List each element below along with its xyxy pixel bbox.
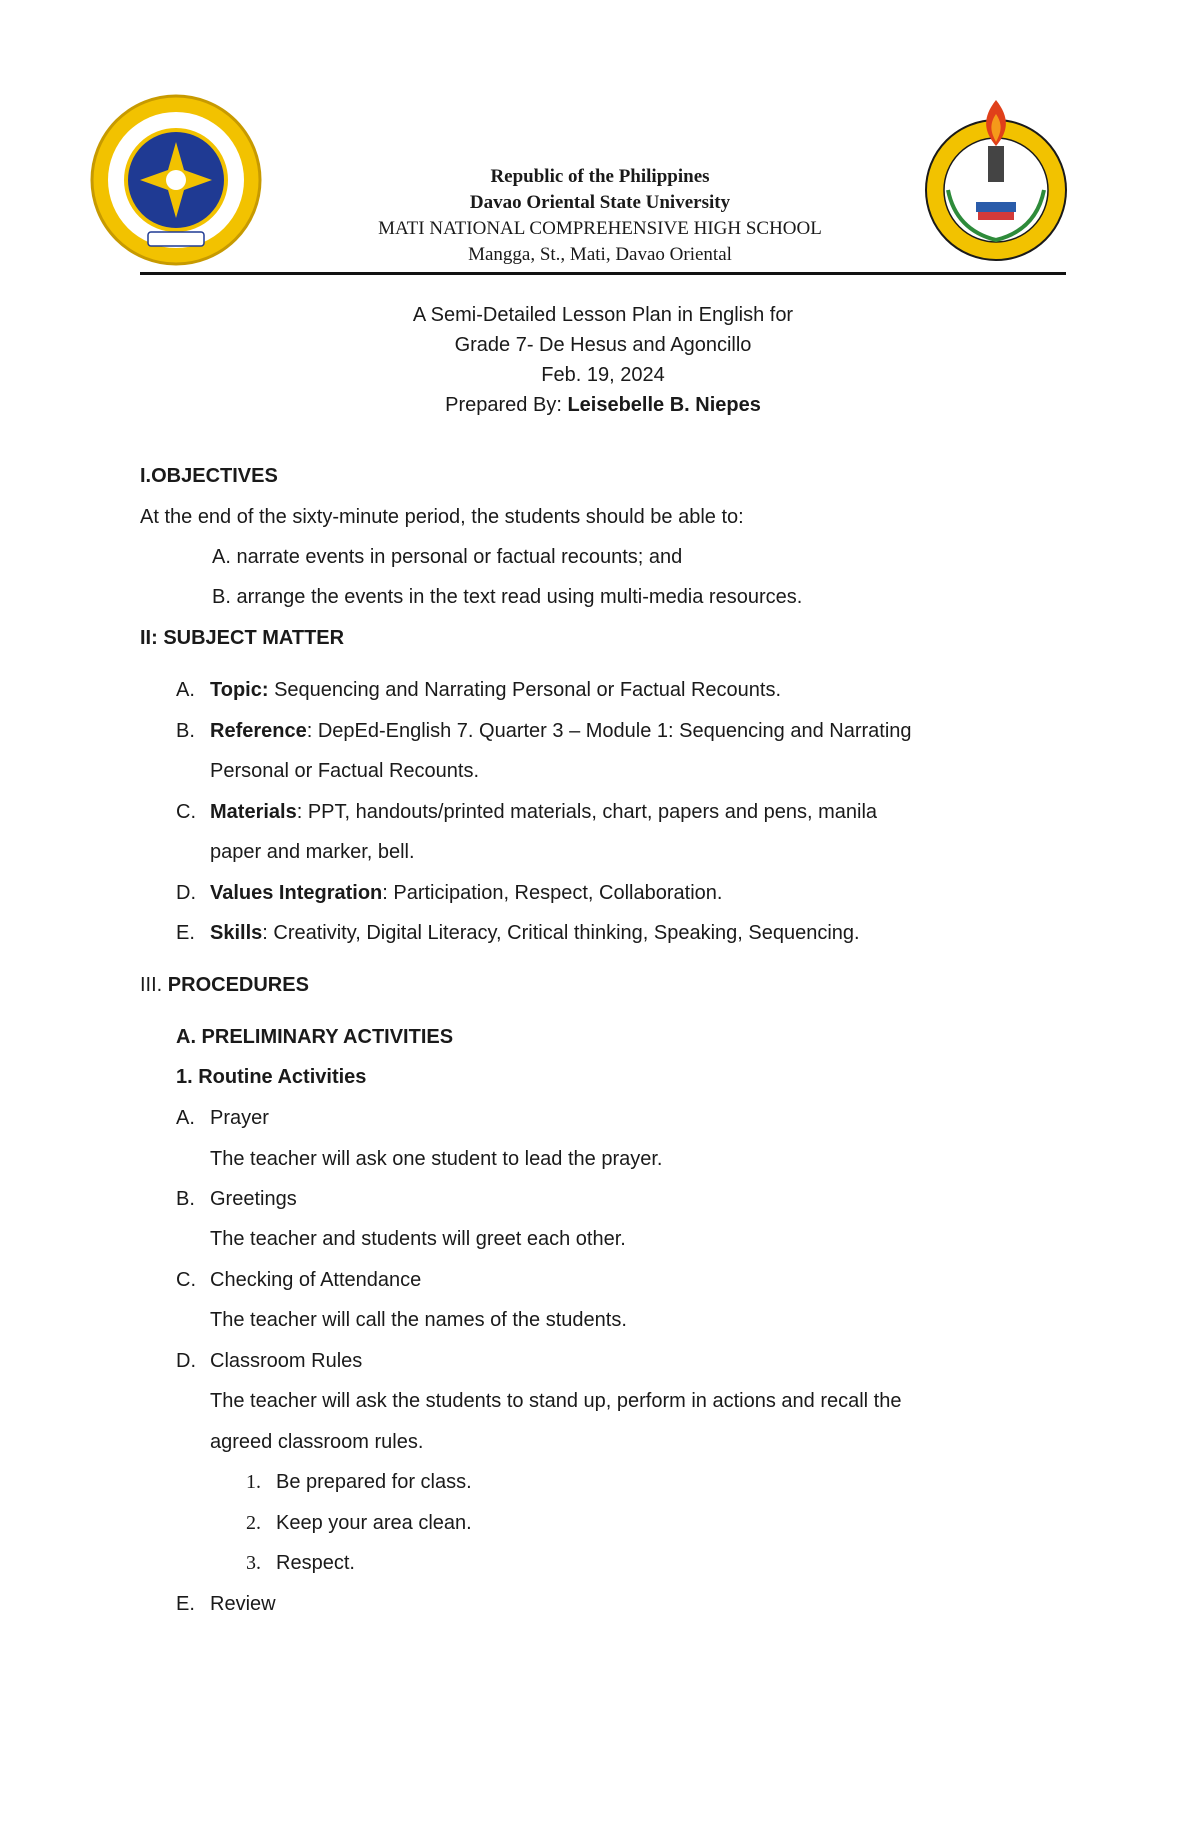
item-text: : DepEd-English 7. Quarter 3 – Module 1: Sequencing and Narrating [306, 720, 912, 742]
rule-text: Be prepared for class. [276, 1471, 472, 1493]
lesson-date: Feb. 19, 2024 [541, 364, 665, 386]
item-title: Greetings [210, 1188, 297, 1210]
item-marker: E. [176, 1593, 195, 1615]
objective-a: A. narrate events in personal or factual recounts; and [212, 546, 683, 568]
item-title: Checking of Attendance [210, 1269, 422, 1291]
rule-text: Respect. [276, 1552, 355, 1574]
routine-activities-heading: 1. Routine Activities [176, 1066, 367, 1088]
procedures-number: III. [140, 974, 168, 996]
routine-item-classroom-rules-desc: The teacher will ask the students to stand up, perform in actions and recall the [210, 1390, 902, 1412]
republic-line: Republic of the Philippines [490, 166, 710, 187]
lesson-title: A Semi-Detailed Lesson Plan in English for [412, 304, 794, 326]
university-line: Davao Oriental State University [469, 192, 731, 213]
item-text: : Participation, Respect, Collaboration. [382, 882, 723, 904]
rule-number: 2. [246, 1512, 261, 1534]
routine-item-review [176, 1591, 276, 1617]
item-label: Reference [210, 720, 307, 742]
institute-torch-seal-icon [916, 90, 1076, 266]
letterhead [280, 164, 920, 268]
subject-matter-heading: II: SUBJECT MATTER [140, 627, 345, 649]
routine-item-prayer-desc: The teacher will ask one student to lead the prayer. [210, 1148, 663, 1170]
item-text: : PPT, handouts/printed materials, chart, papers and pens, manila [296, 801, 878, 823]
classroom-rule-1 [246, 1469, 472, 1495]
rule-number: 3. [246, 1552, 261, 1574]
routine-item-greetings [176, 1186, 297, 1212]
subject-item-values [176, 880, 722, 906]
routine-item-classroom-rules [176, 1348, 362, 1374]
item-marker: D. [176, 1350, 196, 1372]
classroom-rule-3 [246, 1550, 355, 1576]
item-marker: C. [176, 801, 196, 823]
routine-item-prayer [176, 1105, 269, 1131]
objectives-heading: I.OBJECTIVES [140, 465, 278, 487]
item-label: Values Integration [210, 882, 383, 904]
item-text: Sequencing and Narrating Personal or Factual Recounts. [268, 679, 782, 701]
preliminary-activities-heading: A. PRELIMINARY ACTIVITIES [176, 1026, 454, 1048]
item-marker: C. [176, 1269, 196, 1291]
item-title: Prayer [210, 1107, 269, 1129]
procedures-title: PROCEDURES [167, 974, 309, 996]
routine-item-classroom-rules-desc-cont: agreed classroom rules. [210, 1431, 424, 1453]
prepared-by-name: Leisebelle B. Niepes [567, 394, 761, 416]
grade-section: Grade 7- De Hesus and Agoncillo [454, 334, 752, 356]
item-title: Review [210, 1593, 276, 1615]
objectives-intro: At the end of the sixty-minute period, the students should be able to: [140, 506, 744, 528]
prepared-by-label: Prepared By: [445, 394, 568, 416]
subject-item-materials-cont: paper and marker, bell. [210, 841, 415, 863]
subject-item-materials [176, 799, 877, 825]
item-marker: E. [176, 922, 195, 944]
item-marker: D. [176, 882, 196, 904]
subject-item-skills [176, 920, 860, 946]
item-marker: A. [176, 679, 195, 701]
school-address-line: Mangga, St., Mati, Davao Oriental [468, 244, 732, 265]
routine-item-attendance [176, 1267, 421, 1293]
subject-item-reference [176, 718, 912, 744]
subject-item-reference-cont: Personal or Factual Recounts. [210, 760, 480, 782]
item-marker: B. [176, 720, 195, 742]
subject-item-topic [176, 677, 781, 703]
item-label: Skills [210, 922, 263, 944]
item-label: Materials [210, 801, 297, 823]
routine-item-greetings-desc: The teacher and students will greet each other. [210, 1228, 626, 1250]
item-label: Topic: [210, 679, 269, 701]
rule-number: 1. [246, 1471, 261, 1493]
item-title: Classroom Rules [210, 1350, 363, 1372]
university-seal-icon [88, 92, 264, 268]
school-name-line: MATI NATIONAL COMPREHENSIVE HIGH SCHOOL [378, 218, 822, 239]
classroom-rule-2 [246, 1510, 472, 1536]
objective-b: B. arrange the events in the text read using multi-media resources. [212, 586, 803, 608]
procedures-heading [140, 972, 309, 998]
rule-text: Keep your area clean. [276, 1512, 472, 1534]
lesson-title-block [140, 300, 1066, 420]
item-marker: B. [176, 1188, 195, 1210]
header-divider [140, 272, 1066, 275]
routine-item-attendance-desc: The teacher will call the names of the students. [210, 1309, 627, 1331]
item-text: : Creativity, Digital Literacy, Critical thinking, Speaking, Sequencing. [262, 922, 860, 944]
prepared-by [140, 390, 1066, 420]
item-marker: A. [176, 1107, 195, 1129]
